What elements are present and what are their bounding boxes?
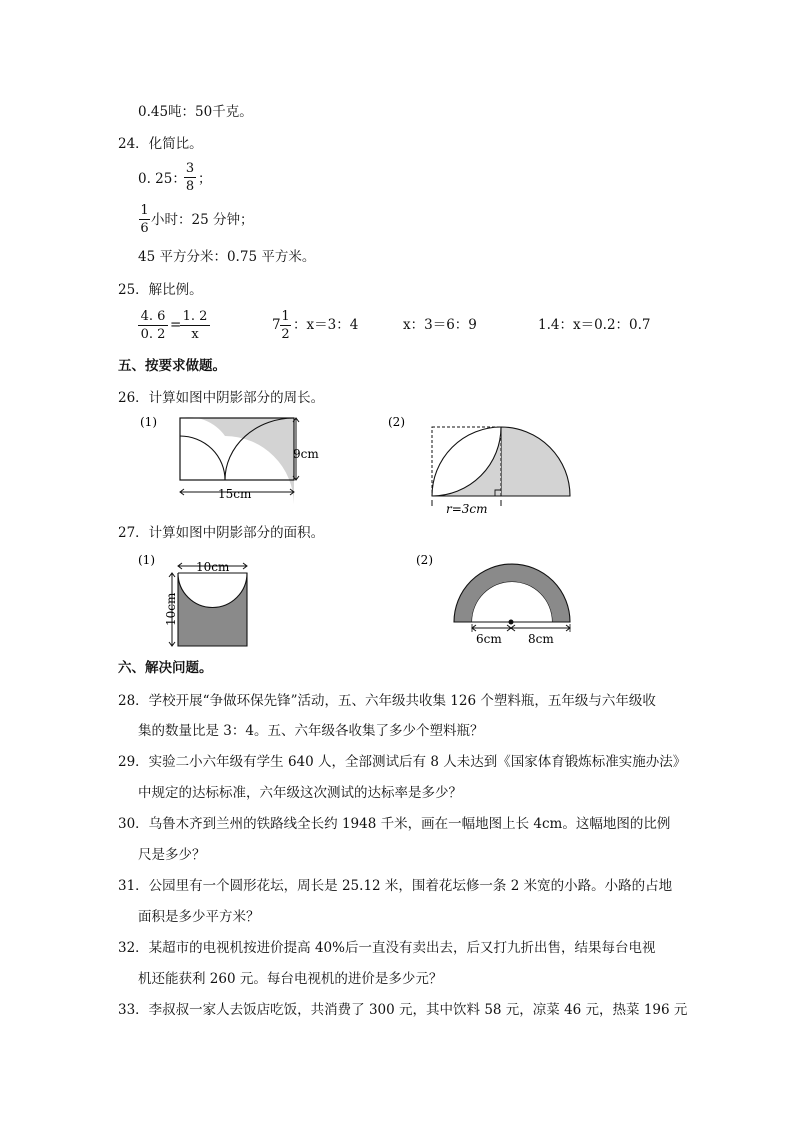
fraction-numerator: 3 [185,161,195,176]
q24a-fraction [184,161,196,194]
question-28-line-2: 集的数量比是 3：4。五、六年级各收集了多少个塑料瓶？ [138,723,484,739]
q24a-suffix: ； [198,171,212,187]
section-6-heading: 六、解决问题。 [118,660,213,676]
fraction-numerator: 1 [140,203,149,218]
figure-27-2 [414,552,584,652]
question-26: 26．计算如图中阴影部分的周长。 [118,390,325,406]
question-28-line-1: 28．学校开展“争做环保先锋”活动，五、六年级共收集 126 个塑料瓶，五年级与六年级收 [118,693,656,709]
question-31-line-1: 31．公园里有一个圆形花坛，周长是 25.12 米，围着花坛修一条 2 米宽的小路。小路的占地 [118,878,673,894]
left-label: 6cm [476,632,502,646]
q24b-fraction [139,203,150,236]
q25b-fraction [280,309,291,342]
small-arc [180,436,225,480]
shaded-quarter-circle [501,427,570,496]
question-24: 24．化简比。 [118,136,203,152]
q25c: x：3＝6：9 [403,317,477,333]
figure-label: (1) [138,553,155,567]
q25a-right-fraction [180,309,210,342]
question-27: 27．计算如图中阴影部分的面积。 [118,525,325,541]
figure-label: (2) [388,415,405,429]
fraction-denominator: 8 [185,179,195,194]
fraction-denominator: 2 [281,327,290,342]
figure-27-1 [136,552,266,654]
question-29-line-2: 中规定的达标标准，六年级这次测试的达标率是多少？ [138,785,462,801]
height-label: 10cm [164,592,178,626]
fraction-denominator: 0. 2 [140,327,166,342]
width-label: 15cm [218,487,252,501]
q24a-prefix: 0. 25： [138,171,186,187]
fraction-denominator: 6 [140,221,149,236]
question-33-line-1: 33．李叔叔一家人去饭店吃饭，共消费了 300 元，其中饮料 58 元，凉菜 46 元，热菜 196 元 [118,1002,688,1018]
q24c: 45 平方分米：0.75 平方米。 [138,249,316,265]
q24b-suffix: 小时：25 分钟； [151,212,254,228]
radius-label: r=3cm [446,502,488,516]
fraction-denominator: x [191,327,199,342]
figure-label: (1) [140,415,157,429]
q25b-prefix: 7 [272,317,281,333]
question-32-line-1: 32．某超市的电视机按进价提高 40%后一直没有卖出去，后又打九折出售，结果每台电视 [118,940,656,956]
fraction-numerator: 4. 6 [140,309,166,324]
line-0-45-ton: 0.45吨：50千克。 [138,104,253,120]
width-label: 10cm [196,560,230,574]
q25d: 1.4：x＝0.2：0.7 [538,317,651,333]
center-point [509,620,514,625]
question-30-line-1: 30．乌鲁木齐到兰州的铁路线全长约 1948 千米，画在一幅地图上长 4cm。这幅地图的比例 [118,816,671,832]
figure-26-2 [386,412,578,518]
fraction-numerator: 1 [281,309,290,324]
right-label: 8cm [528,632,554,646]
question-31-line-2: 面积是多少平方米？ [138,909,260,925]
q25a-equals: = [170,317,182,333]
q25b-suffix: ：x＝3：4 [293,317,359,333]
figure-label: (2) [416,553,433,567]
question-25: 25．解比例。 [118,282,203,298]
question-29-line-1: 29．实验二小六年级有学生 640 人，全部测试后有 8 人未达到《国家体育锻炼标准实施办法》 [118,754,687,770]
section-5-heading: 五、按要求做题。 [118,358,226,374]
question-32-line-2: 机还能获利 260 元。每台电视机的进价是多少元？ [138,971,443,987]
q25a-left-fraction [138,309,168,342]
height-label: 9cm [293,447,319,461]
figure-26-1 [138,412,328,504]
fraction-numerator: 1. 2 [182,309,208,324]
question-30-line-2: 尺是多少？ [138,847,206,863]
